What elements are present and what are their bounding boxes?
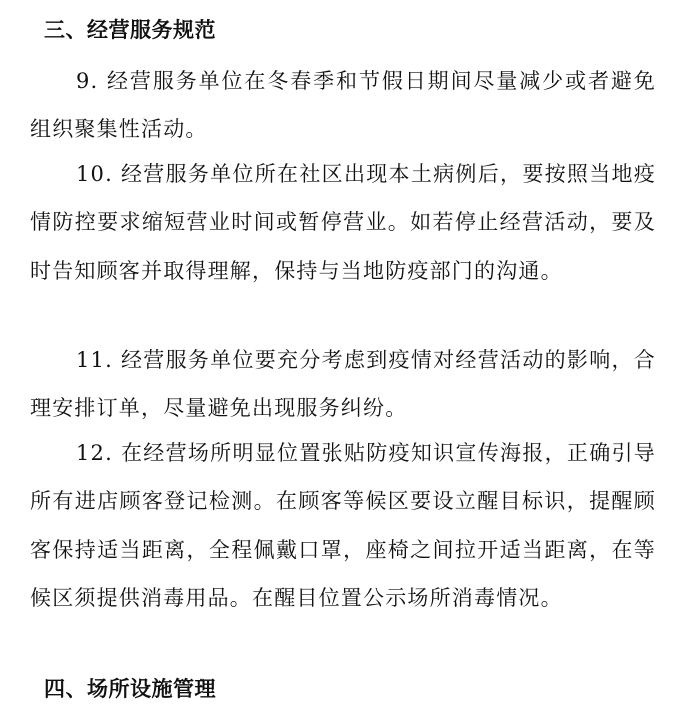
paragraph-item-10: 10. 经营服务单位所在社区出现本土病例后，要按照当地疫情防控要求缩短营业时间或暂停营业。如若停止经营活动，要及时告知顾客并取得理解，保持与当地防疫部门的沟通。: [30, 162, 656, 283]
paragraph-item-12: 12. 在经营场所明显位置张贴防疫知识宣传海报，正确引导所有进店顾客登记检测。在顾客等候区要设立醒目标识，提醒顾客保持适当距离，全程佩戴口罩，座椅之间拉开适当距离，在等候区须提供消毒用品。在醒目位置公示场所消毒情况。: [30, 441, 656, 610]
paragraph-item-9: 9. 经营服务单位在冬春季和节假日期间尽量减少或者避免组织聚集性活动。: [30, 69, 656, 142]
section-four-heading: 四、场所设施管理: [44, 677, 216, 701]
paragraph-item-11: 11. 经营服务单位要充分考虑到疫情对经营活动的影响，合理安排订单，尽量避免出现服务纠纷。: [30, 348, 656, 421]
section-three-heading: 三、经营服务规范: [44, 18, 216, 42]
